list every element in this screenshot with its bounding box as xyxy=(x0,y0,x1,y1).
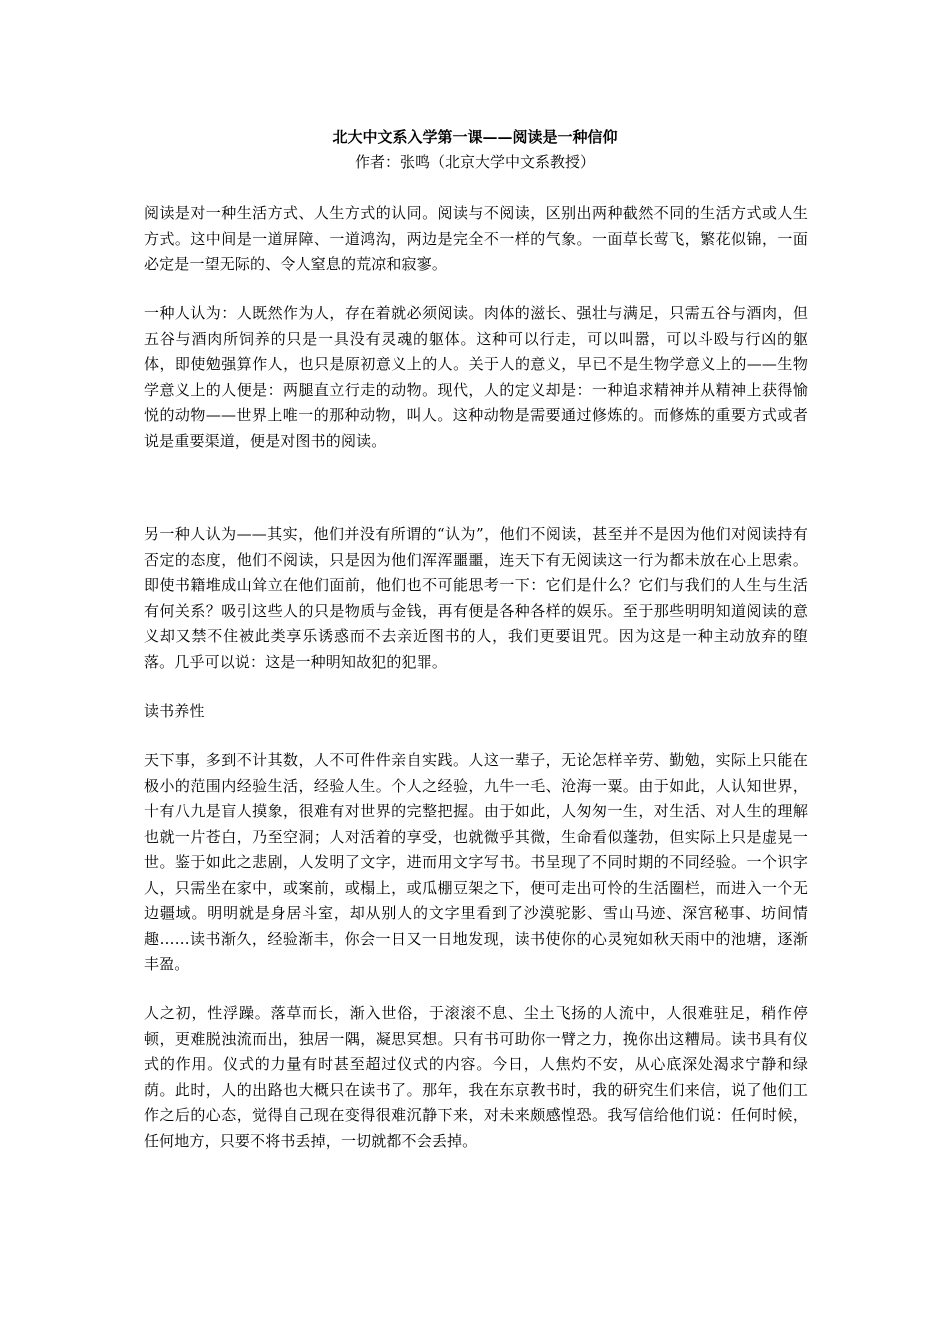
document-title: 北大中文系入学第一课——阅读是一种信仰 xyxy=(332,128,618,146)
paragraph-first-kind-of-people: 一种人认为：人既然作为人，存在着就必须阅读。肉体的滋长、强壮与满足，只需五谷与酒肉，但五谷与酒肉所饲养的只是一具没有灵魂的躯体。这种可以行走，可以叫嚣，可以斗殴与行凶的躯体，即使勉强算作人，也只是原初意义上的人。关于人的意义，早已不是生物学意义上的——生物学意义上的人便是：两腿直立行走的动物。现代，人的定义却是：一种追求精神并从精神上获得愉悦的动物——世界上唯一的那种动物，叫人。这种动物是需要通过修炼的。而修炼的重要方式或者说是重要渠道，便是对图书的阅读。 xyxy=(144,304,808,450)
paragraph-reading-identity: 阅读是对一种生活方式、人生方式的认同。阅读与不阅读，区别出两种截然不同的生活方式或人生方式。这中间是一道屏障、一道鸿沟，两边是完全不一样的气象。一面草长莺飞，繁花似锦，一面必定是一望无际的、令人窒息的荒凉和寂寥。 xyxy=(144,204,808,273)
paragraph-restlessness: 人之初，性浮躁。落草而长，渐入世俗，于滚滚不息、尘土飞扬的人流中，人很难驻足，稍作停顿，更难脱浊流而出，独居一隅，凝思冥想。只有书可助你一臂之力，挽你出这糟局。读书具有仪式的作用。仪式的力量有时甚至超过仪式的内容。今日，人焦灼不安，从心底深处渴求宁静和绿荫。此时，人的出路也大概只在读书了。那年，我在东京教书时，我的研究生们来信，说了他们工作之后的心态，觉得自己现在变得很难沉静下来，对未来颇感惶恐。我写信给他们说：任何时候，任何地方，只要不将书丢掉，一切就都不会丢掉。 xyxy=(144,1004,808,1150)
document-author: 作者：张鸣（北京大学中文系教授） xyxy=(354,153,595,171)
section-heading: 读书养性 xyxy=(144,702,205,720)
paragraph-second-kind-of-people: 另一种人认为——其实，他们并没有所谓的“认为”，他们不阅读，甚至并不是因为他们对阅读持有否定的态度，他们不阅读，只是因为他们浑浑噩噩，连天下有无阅读这一行为都未放在心上思索。即使书籍堆成山耸立在他们面前，他们也不可能思考一下：它们是什么？它们与我们的人生与生活有何关系？吸引这些人的只是物质与金钱，再有便是各种各样的娱乐。至于那些明明知道阅读的意义却又禁不住被此类享乐诱惑而不去亲近图书的人，我们更要诅咒。因为这是一种主动放弃的堕落。几乎可以说：这是一种明知故犯的犯罪。 xyxy=(144,525,808,671)
paragraph-experience: 天下事，多到不计其数，人不可件件亲自实践。人这一辈子，无论怎样辛劳、勤勉，实际上只能在极小的范围内经验生活，经验人生。个人之经验，九牛一毛、沧海一粟。由于如此，人认知世界，十有八九是盲人摸象，很难有对世界的完整把握。由于如此，人匆匆一生，对生活、对人生的理解也就一片苍白，乃至空洞；人对活着的享受，也就微乎其微，生命看似蓬勃，但实际上只是虚晃一世。鉴于如此之悲剧，人发明了文字，进而用文字写书。书呈现了不同时期的不同经验。一个识字人，只需坐在家中，或案前，或榻上，或瓜棚豆架之下，便可走出可怜的生活圈栏，而进入一个无边疆域。明明就是身居斗室，却从别人的文字里看到了沙漠驼影、雪山马迹、深宫秘事、坊间情趣……读书渐久，经验渐丰，你会一日又一日地发现，读书使你的心灵宛如秋天雨中的池塘，逐渐丰盈。 xyxy=(144,751,808,973)
